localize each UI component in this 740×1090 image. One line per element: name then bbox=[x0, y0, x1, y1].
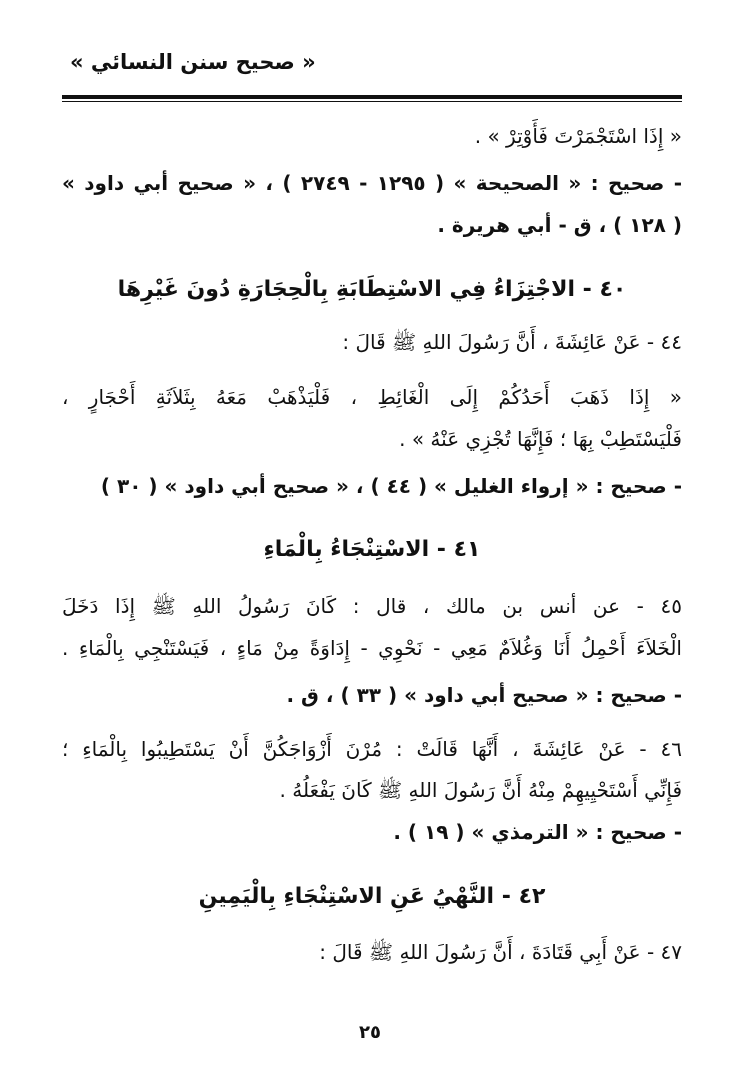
chapter-heading-40: ٤٠ - الاجْتِزَاءُ فِي الاسْتِطَابَةِ بِالْحِجَارَةِ دُونَ غَيْرِهَا bbox=[117, 277, 627, 302]
grading-line: - صحيح : « إرواء الغليل » ( ٤٤ ) ، « صحيح أبي داود » ( ٣٠ ) bbox=[100, 474, 682, 498]
grading-line: - صحيح : « صحيح أبي داود » ( ٣٣ ) ، ق . bbox=[286, 683, 682, 707]
hadith-text-line: فَلْيَسْتَطِبْ بِهَا ؛ فَإِنَّهَا تُجْزِي عَنْهُ » . bbox=[399, 427, 682, 451]
hadith-text-line: « إِذَا اسْتَجْمَرْتَ فَأَوْتِرْ » . bbox=[474, 124, 682, 148]
running-header-title: « صحيح سنن النسائي » bbox=[70, 50, 316, 74]
grading-line: - صحيح : « الترمذي » ( ١٩ ) . bbox=[393, 820, 682, 844]
chapter-heading-42: ٤٢ - النَّهْيُ عَنِ الاسْتِنْجَاءِ بِالْيَمِينِ bbox=[198, 884, 546, 909]
page-number: ٢٥ bbox=[359, 1022, 381, 1043]
hadith-text-line: « إِذَا ذَهَبَ أَحَدُكُمْ إِلَى الْغَائِطِ ، فَلْيَذْهَبْ مَعَهُ بِثَلاَثَةِ أَحْجَارٍ ، bbox=[62, 385, 682, 409]
chapter-heading-41: ٤١ - الاسْتِنْجَاءُ بِالْمَاءِ bbox=[263, 537, 481, 562]
grading-line: ( ١٢٨ ) ، ق - أبي هريرة . bbox=[437, 213, 682, 237]
hadith-text-line: الْخَلاَءَ أَحْمِلُ أَنَا وَغُلاَمٌ مَعِي - نَحْوِي - إِدَاوَةً مِنْ مَاءٍ ، فَيَسْتَنْجِي بِالْمَاءِ . bbox=[62, 636, 682, 660]
hadith-intro-44: ٤٤ - عَنْ عَائِشَةَ ، أَنَّ رَسُولَ اللهِ ﷺ قَالَ : bbox=[342, 330, 682, 354]
hadith-text-line: فَإِنِّي أَسْتَحْيِيهِمْ مِنْهُ أَنَّ رَسُولَ اللهِ ﷺ كَانَ يَفْعَلُهُ . bbox=[279, 778, 682, 802]
header-rule-thin bbox=[62, 101, 682, 102]
hadith-text-line-46: ٤٦ - عَنْ عَائِشَةَ ، أَنَّهَا قَالَتْ : مُرْنَ أَزْوَاجَكُنَّ أَنْ يَسْتَطِيبُوا بِالْمَاءِ ؛ bbox=[62, 737, 682, 761]
hadith-intro-47: ٤٧ - عَنْ أَبِي قَتَادَةَ ، أَنَّ رَسُولَ اللهِ ﷺ قَالَ : bbox=[319, 940, 682, 964]
hadith-text-line-45: ٤٥ - عن أنس بن مالك ، قال : كَانَ رَسُولُ اللهِ ﷺ إِذَا دَخَلَ bbox=[62, 594, 682, 618]
grading-line: - صحيح : « الصحيحة » ( ١٢٩٥ - ٢٧٤٩ ) ، « صحيح أبي داود » bbox=[62, 171, 682, 195]
header-rule-thick bbox=[62, 95, 682, 99]
